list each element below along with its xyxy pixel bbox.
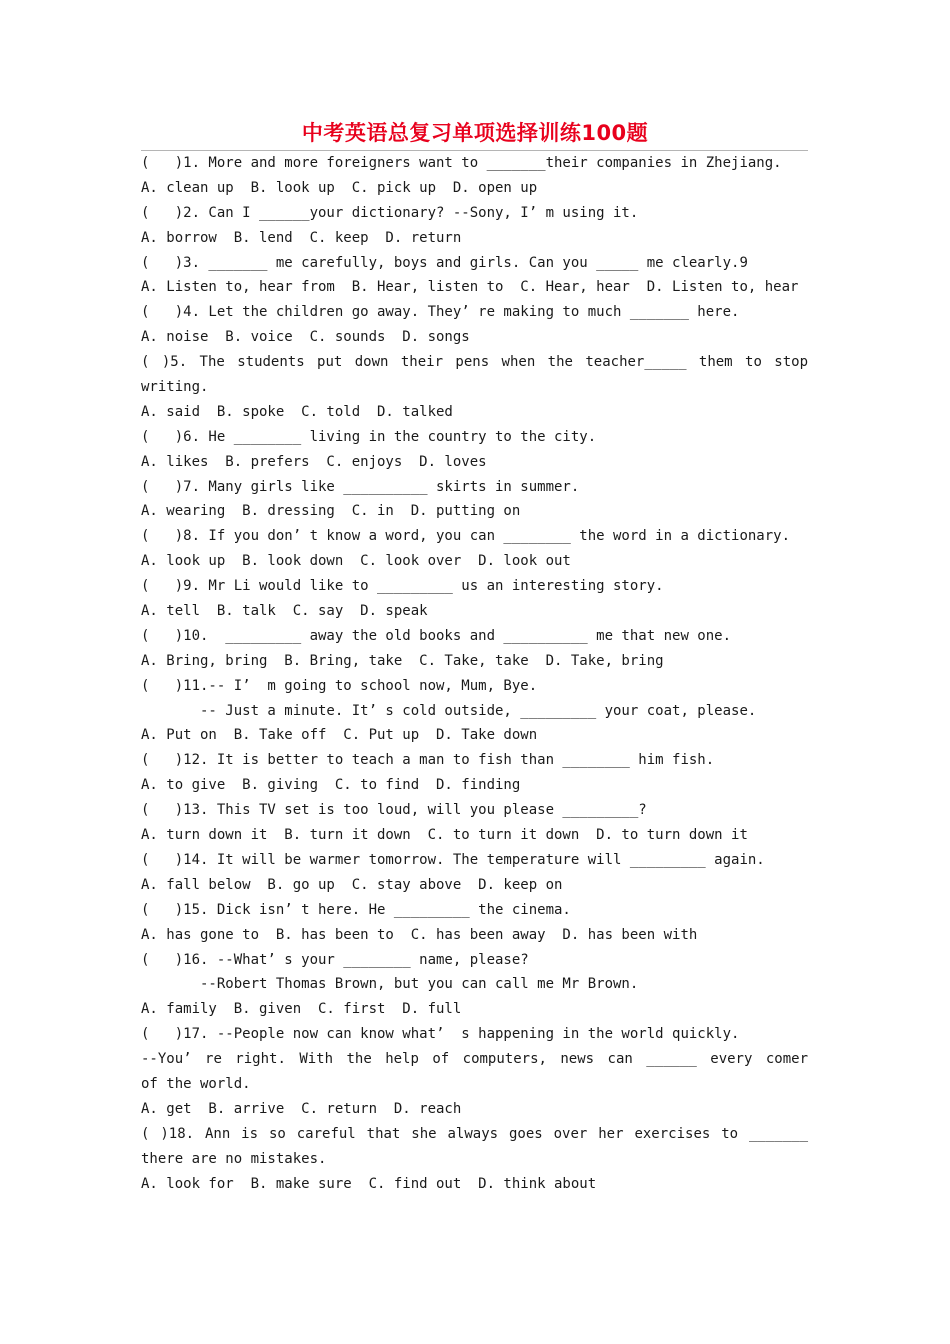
options-line: A. likes B. prefers C. enjoys D. loves xyxy=(141,453,487,470)
text-line: writing. xyxy=(141,379,209,396)
options-line: A. borrow B. lend C. keep D. return xyxy=(141,229,462,246)
options-line: A. clean up B. look up C. pick up D. open up xyxy=(141,179,538,196)
options-line: A. to give B. giving C. to find D. finding xyxy=(141,777,521,794)
options-line: A. fall below B. go up C. stay above D. keep on xyxy=(141,876,563,893)
options-line: A. family B. given C. first D. full xyxy=(141,1001,462,1018)
options-line: A. look for B. make sure C. find out D. think about xyxy=(141,1175,597,1192)
question-line: ( )10. _________ away the old books and __________ me that new one. xyxy=(141,627,732,644)
text-line: --Robert Thomas Brown, but you can call me Mr Brown. xyxy=(141,976,639,993)
question-line: ( )6. He ________ living in the country to the city. xyxy=(141,428,597,445)
text-line: --You’ re right. With the help of computers, news can ______ every comer xyxy=(141,1051,808,1068)
options-line: A. said B. spoke C. told D. talked xyxy=(141,403,453,420)
question-line: ( )3. _______ me carefully, boys and girls. Can you _____ me clearly.9 xyxy=(141,254,748,271)
options-line: A. get B. arrive C. return D. reach xyxy=(141,1100,462,1117)
text-line: -- Just a minute. It’ s cold outside, _________ your coat, please. xyxy=(141,702,757,719)
question-line: ( )15. Dick isn’ t here. He _________ the cinema. xyxy=(141,901,571,918)
question-list xyxy=(141,151,808,1196)
question-line: ( )14. It will be warmer tomorrow. The temperature will _________ again. xyxy=(141,851,765,868)
options-line: A. has gone to B. has been to C. has been away D. has been with xyxy=(141,926,698,943)
question-line: ( )17. --People now can know what’ s happening in the world quickly. xyxy=(141,1026,740,1043)
question-line: ( )11.-- I’ m going to school now, Mum, Bye. xyxy=(141,677,538,694)
options-line: A. Listen to, hear from B. Hear, listen to C. Hear, hear D. Listen to, hear xyxy=(141,279,799,296)
question-line: ( )16. --What’ s your ________ name, please? xyxy=(141,951,529,968)
document-title: 中考英语总复习单项选择训练100题 xyxy=(301,121,649,145)
options-line: A. Put on B. Take off C. Put up D. Take down xyxy=(141,727,538,744)
options-line: A. noise B. voice C. sounds D. songs xyxy=(141,329,470,346)
question-line: ( )2. Can I ______your dictionary? --Sony, I’ m using it. xyxy=(141,204,639,221)
question-line: ( )9. Mr Li would like to _________ us an interesting story. xyxy=(141,578,664,595)
question-line: ( )8. If you don’ t know a word, you can ________ the word in a dictionary. xyxy=(141,528,791,545)
options-line: A. wearing B. dressing C. in D. putting on xyxy=(141,503,521,520)
question-line: ( )7. Many girls like __________ skirts in summer. xyxy=(141,478,580,495)
options-line: A. Bring, bring B. Bring, take C. Take, take D. Take, bring xyxy=(141,652,664,669)
question-line: ( )4. Let the children go away. They’ re making to much _______ here. xyxy=(141,304,740,321)
options-line: A. turn down it B. turn it down C. to turn it down D. to turn down it xyxy=(141,827,748,844)
text-line: there are no mistakes. xyxy=(141,1150,327,1167)
question-line: ( )18. Ann is so careful that she always goes over her exercises to _______ xyxy=(141,1125,808,1142)
question-line: ( )5. The students put down their pens when the teacher_____ them to stop xyxy=(141,354,808,371)
options-line: A. tell B. talk C. say D. speak xyxy=(141,603,428,620)
question-line: ( )13. This TV set is too loud, will you please _________? xyxy=(141,802,647,819)
options-line: A. look up B. look down C. look over D. look out xyxy=(141,553,571,570)
question-line: ( )1. More and more foreigners want to _______their companies in Zhejiang. xyxy=(141,155,782,171)
text-line: of the world. xyxy=(141,1075,251,1092)
question-line: ( )12. It is better to teach a man to fish than ________ him fish. xyxy=(141,752,715,769)
